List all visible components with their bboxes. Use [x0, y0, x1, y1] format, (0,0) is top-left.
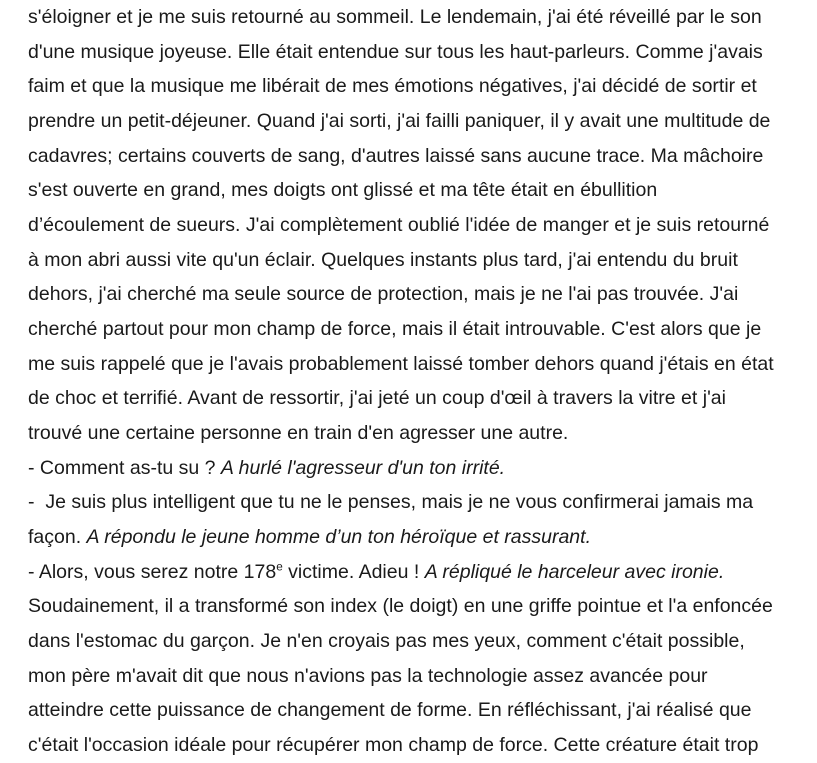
- text-line: [28, 485, 793, 520]
- text-line: [28, 208, 793, 243]
- text-line: [28, 451, 793, 486]
- text-line: [28, 693, 793, 728]
- text-line: [28, 347, 793, 382]
- text-line: [28, 0, 793, 35]
- text-run: s'est ouverte en grand, mes doigts ont glissé et ma tête était en ébullition: [28, 179, 658, 202]
- italic-text-run: A répliqué le harceleur avec ironie.: [424, 560, 725, 583]
- text-run: - Je suis plus intelligent que tu ne le penses, mais je ne vous confirmerai jamais ma: [28, 491, 754, 514]
- text-run: façon.: [28, 526, 87, 549]
- text-run: d’écoulement de sueurs. J'ai complètement oublié l'idée de manger et je suis retourné: [28, 214, 770, 237]
- text-run: dehors, j'ai cherché ma seule source de protection, mais je ne l'ai pas trouvée. J'ai: [28, 283, 739, 306]
- text-line: [28, 35, 793, 70]
- text-line: [28, 312, 793, 347]
- text-line: [28, 104, 793, 139]
- text-run: cadavres; certains couverts de sang, d'autres laissé sans aucune trace. Ma mâchoire: [28, 144, 764, 167]
- text-line: [28, 277, 793, 312]
- text-line: [28, 589, 793, 624]
- text-run: de choc et terrifié. Avant de ressortir, j'ai jeté un coup d'œil à travers la vitre et j'ai: [28, 387, 726, 410]
- text-run: à mon abri aussi vite qu'un éclair. Quelques instants plus tard, j'ai entendu du bruit: [28, 248, 738, 271]
- text-line: [28, 243, 793, 278]
- italic-text-run: A répondu le jeune homme d’un ton héroïque et rassurant.: [86, 526, 591, 549]
- text-run: atteindre cette puissance de changement de forme. En réfléchissant, j'ai réalisé que: [28, 699, 752, 722]
- text-line: [28, 555, 793, 590]
- text-run: s'éloigner et je me suis retourné au sommeil. Le lendemain, j'ai été réveillé par le son: [28, 6, 762, 28]
- text-run: dans l'estomac du garçon. Je n'en croyais pas mes yeux, comment c'était possible,: [28, 630, 745, 653]
- text-run: c'était l'occasion idéale pour récupérer mon champ de force. Cette créature était trop: [28, 734, 759, 757]
- text-line: [28, 659, 793, 694]
- text-line: [28, 416, 793, 451]
- text-run: faim et que la musique me libérait de mes émotions négatives, j'ai décidé de sortir et: [28, 75, 757, 98]
- superscript-text-run: e: [276, 560, 283, 574]
- text-run: prendre un petit-déjeuner. Quand j'ai sorti, j'ai failli paniquer, il y avait une multitude de: [28, 110, 771, 133]
- text-line: [28, 520, 793, 555]
- text-line: [28, 69, 793, 104]
- text-run: - Comment as-tu su ?: [28, 456, 221, 479]
- text-run: victime. Adieu !: [282, 560, 425, 583]
- text-run: d'une musique joyeuse. Elle était entendue sur tous les haut-parleurs. Comme j'avais: [28, 40, 763, 63]
- text-line: [28, 624, 793, 659]
- text-run: mon père m'avait dit que nous n'avions pas la technologie assez avancée pour: [28, 664, 708, 687]
- text-run: me suis rappelé que je l'avais probablement laissé tomber dehors quand j'étais en état: [28, 352, 774, 375]
- text-run: trouvé une certaine personne en train d'en agresser une autre.: [28, 422, 569, 445]
- text-run: Soudainement, il a transformé son index (le doigt) en une griffe pointue et l'a enfoncée: [28, 595, 773, 618]
- text-line: [28, 139, 793, 174]
- text-run: cherché partout pour mon champ de force, mais il était introuvable. C'est alors que je: [28, 318, 762, 341]
- document-text-body: [28, 0, 793, 763]
- text-line: [28, 173, 793, 208]
- text-line: [28, 381, 793, 416]
- text-run: - Alors, vous serez notre 178: [28, 560, 277, 583]
- italic-text-run: A hurlé l'agresseur d'un ton irrité.: [220, 456, 506, 479]
